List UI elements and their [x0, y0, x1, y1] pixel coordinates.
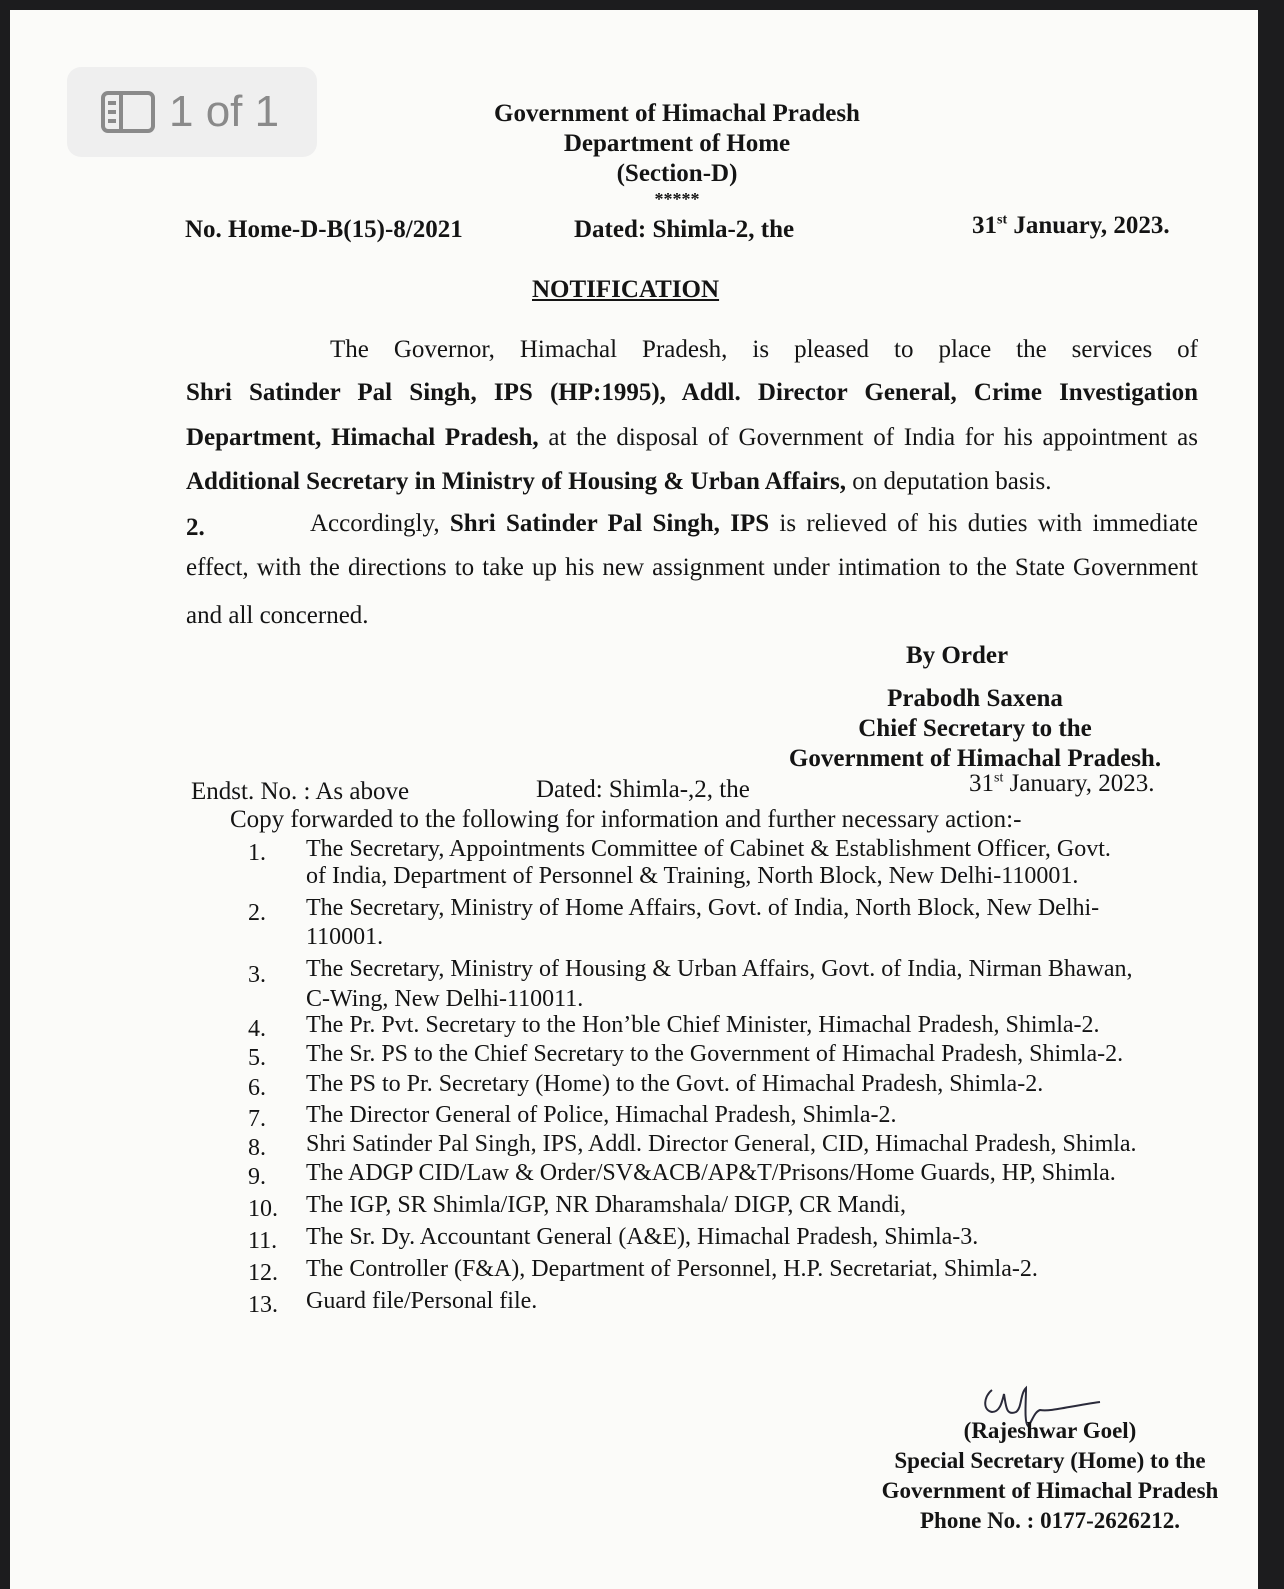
- reference-date: 31st January, 2023.: [972, 212, 1170, 239]
- para1-line-2: Shri Satinder Pal Singh, IPS (HP:1995), Addl. Director General, Crime Investigation: [186, 379, 1198, 406]
- page-layout-icon: [101, 91, 155, 133]
- list-item: 6. The PS to Pr. Secretary (Home) to the Govt. of Himachal Pradesh, Shimla-2.: [248, 1071, 1044, 1101]
- list-item: 8. Shri Satinder Pal Singh, IPS, Addl. Director General, CID, Himachal Pradesh, Shimla.: [248, 1131, 1137, 1161]
- reference-number: No. Home-D-B(15)-8/2021: [185, 216, 463, 243]
- list-item: 2. The Secretary, Ministry of Home Affairs, Govt. of India, North Block, New Delhi- 110001.: [248, 895, 1100, 950]
- header-line-1: Government of Himachal Pradesh: [494, 100, 860, 127]
- by-order-label: By Order: [906, 642, 1009, 669]
- signature1-name: Prabodh Saxena: [887, 685, 1063, 712]
- para1-line-4: Additional Secretary in Ministry of Housing & Urban Affairs, on deputation basis.: [186, 468, 1052, 495]
- header-line-2: Department of Home: [563, 130, 791, 157]
- list-item: 1. The Secretary, Appointments Committee of Cabinet & Establishment Officer, Govt. of India, Department of Personnel & Training, North Block, New Delhi-110001.: [248, 836, 1111, 889]
- header-block: [477, 99, 877, 209]
- header-line-3: (Section-D): [616, 160, 738, 187]
- list-item: 4. The Pr. Pvt. Secretary to the Hon’ble Chief Minister, Himachal Pradesh, Shimla-2.: [248, 1012, 1100, 1042]
- signature2-block: [840, 1416, 1260, 1536]
- list-item: 3. The Secretary, Ministry of Housing & Urban Affairs, Govt. of India, Nirman Bhawan, C-Wing, New Delhi-110011.: [248, 956, 1133, 1012]
- signature1-block: [780, 684, 1170, 774]
- endst-number: Endst. No. : As above: [191, 778, 410, 805]
- para1-line-1: The Governor, Himachal Pradesh, is pleased to place the services of: [330, 336, 1198, 363]
- signature2-title-1: Special Secretary (Home) to the: [894, 1448, 1206, 1473]
- signature2-title-2: Government of Himachal Pradesh: [881, 1478, 1219, 1503]
- page-count-label: 1 of 1: [169, 87, 280, 136]
- list-item: 7. The Director General of Police, Himachal Pradesh, Shimla-2.: [248, 1102, 897, 1132]
- para2-number: 2.: [186, 514, 205, 541]
- signature2-phone: Phone No. : 0177-2626212.: [919, 1508, 1181, 1533]
- para2-line-1: Accordingly, Shri Satinder Pal Singh, IPS is relieved of his duties with immediate: [310, 510, 1198, 537]
- signature1-title-2: Government of Himachal Pradesh.: [788, 745, 1162, 772]
- para2-line-2: effect, with the directions to take up his new assignment under intimation to the State Government: [186, 554, 1198, 581]
- list-item: 13. Guard file/Personal file.: [248, 1288, 538, 1318]
- para2-line-3: and all concerned.: [186, 602, 369, 629]
- para1-line-3: Department, Himachal Pradesh, at the disposal of Government of India for his appointment as: [186, 424, 1198, 451]
- list-item: 11. The Sr. Dy. Accountant General (A&E), Himachal Pradesh, Shimla-3.: [248, 1224, 979, 1254]
- signature1-title-1: Chief Secretary to the: [858, 715, 1092, 742]
- notification-title: NOTIFICATION: [532, 276, 720, 303]
- reference-dated: Dated: Shimla-2, the: [574, 216, 795, 243]
- endst-date: 31st January, 2023.: [969, 770, 1155, 797]
- list-item: 12. The Controller (F&A), Department of Personnel, H.P. Secretariat, Shimla-2.: [248, 1256, 1038, 1286]
- endst-dated: Dated: Shimla-,2, the: [536, 776, 750, 803]
- copy-list: [248, 836, 1208, 1318]
- list-item: 10. The IGP, SR Shimla/IGP, NR Dharamshala/ DIGP, CR Mandi,: [248, 1192, 906, 1222]
- page-indicator: [67, 67, 317, 157]
- signature2-name: (Rajeshwar Goel): [963, 1418, 1137, 1443]
- list-item: 9. The ADGP CID/Law & Order/SV&ACB/AP&T/Prisons/Home Guards, HP, Shimla.: [248, 1160, 1116, 1190]
- header-stars: *****: [654, 189, 700, 209]
- list-item: 5. The Sr. PS to the Chief Secretary to the Government of Himachal Pradesh, Shimla-2.: [248, 1041, 1124, 1071]
- copy-forwarded-line: Copy forwarded to the following for information and further necessary action:-: [230, 806, 1022, 833]
- document-page: [10, 10, 1258, 1589]
